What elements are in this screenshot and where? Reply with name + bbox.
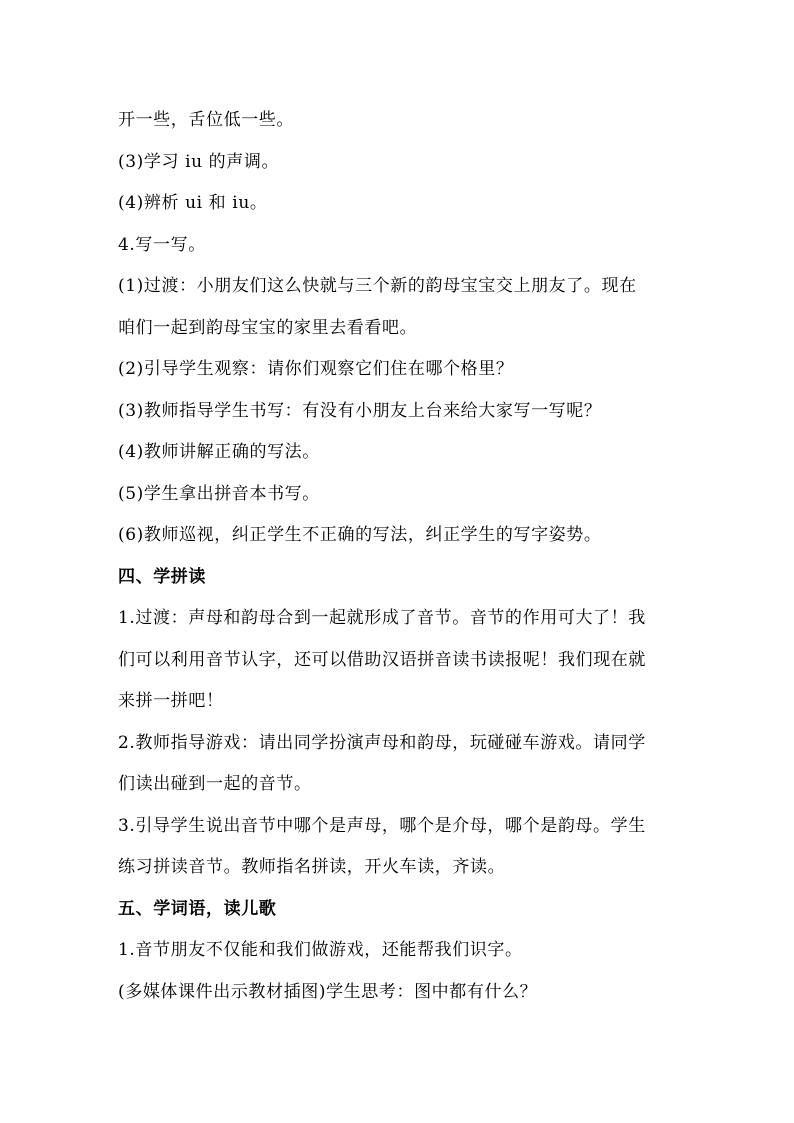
text-line: 3.引导学生说出音节中哪个是声母，哪个是介母，哪个是韵母。学生 [118, 815, 646, 836]
text-line: 2.教师指导游戏：请出同学扮演声母和韵母，玩碰碰车游戏。请同学 [118, 732, 646, 753]
text-line: 练习拼读音节。教师指名拼读，开火车读，齐读。 [118, 857, 506, 877]
text-line: 来拼一拼吧！ [118, 691, 224, 711]
section-heading: 五、学词语，读儿歌 [118, 898, 277, 919]
document-body [118, 100, 678, 1013]
text-line: (2)引导学生观察：请你们观察它们住在哪个格里？ [118, 359, 514, 379]
text-line: (4)教师讲解正确的写法。 [118, 442, 320, 462]
section-heading: 四、学拼读 [118, 566, 206, 587]
text-line: (4)辨析 ui 和 iu。 [118, 193, 268, 213]
text-line: 4.写一写。 [118, 234, 206, 255]
text-line: (多媒体课件出示教材插图)学生思考：图中都有什么？ [118, 981, 538, 1002]
text-line: 1.音节朋友不仅能和我们做游戏，还能帮我们识字。 [118, 940, 523, 960]
text-line: 1.过渡：声母和韵母合到一起就形成了音节。音节的作用可大了！我 [118, 608, 646, 628]
text-line: (3)学习 iu 的声调。 [118, 151, 280, 172]
text-line: (6)教师巡视，纠正学生不正确的写法，纠正学生的写字姿势。 [118, 525, 602, 545]
text-line: (1)过渡：小朋友们这么快就与三个新的韵母宝宝交上朋友了。现在 [118, 276, 637, 296]
text-line: (3)教师指导学生书写：有没有小朋友上台来给大家写一写呢？ [118, 400, 602, 421]
text-line: 们读出碰到一起的音节。 [118, 774, 312, 794]
text-line: 们可以利用音节认字，还可以借助汉语拼音读书读报呢！我们现在就 [118, 649, 646, 670]
text-line: 开一些，舌位低一些。 [118, 110, 294, 130]
text-line: 咱们一起到韵母宝宝的家里去看看吧。 [118, 317, 418, 338]
text-line: (5)学生拿出拼音本书写。 [118, 483, 320, 504]
